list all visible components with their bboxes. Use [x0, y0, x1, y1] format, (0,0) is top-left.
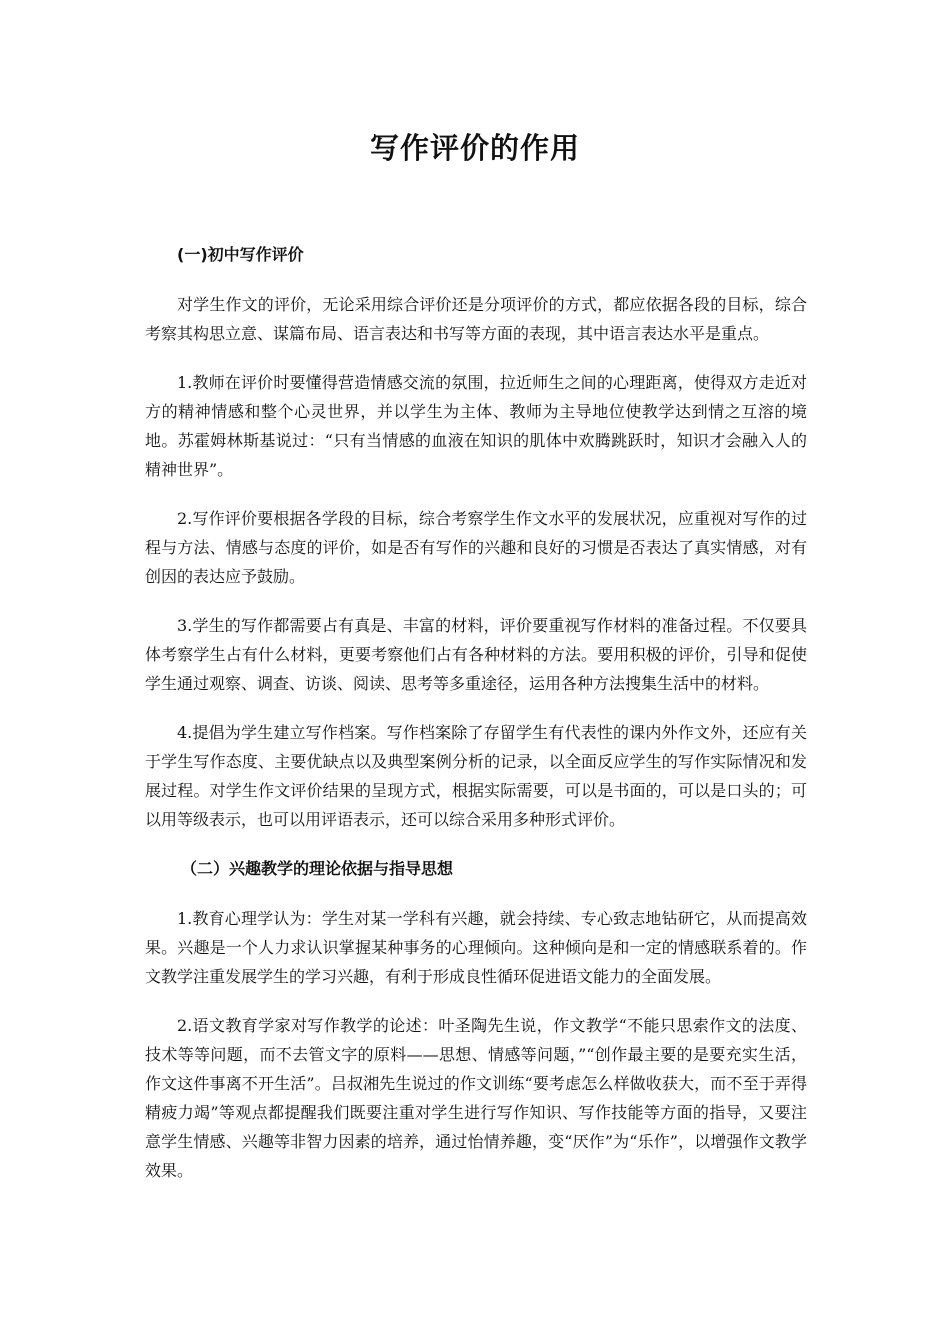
section-heading: （二）兴趣教学的理论依据与指导思想 — [181, 859, 454, 878]
paragraph: 2.语文教育学家对写作教学的论述：叶圣陶先生说，作文教学“不能只思索作文的法度、技术等等问题，而不去管文字的原料——思想、情感等问题，”“创作最主要的是要充实生活，作文这件事离不开生活”。吕叔湘先生说过的作文训练“要考虑怎么样做收获大，而不至于弄得精疲力竭”等观点都提醒我们既要注重对学生进行写作知识、写作技能等方面的指导，又要注意学生情感、兴趣等非智力因素的培养，通过怡情养趣，变“厌作”为“乐作”，以增强作文教学效果。 — [145, 1016, 807, 1180]
paragraph: 3.学生的写作都需要占有真是、丰富的材料，评价要重视写作材料的准备过程。不仅要具体考察学生占有什么材料，更要考察他们占有各种材料的方法。要用积极的评价，引导和促使学生通过观察、调查、访谈、阅读、思考等多重途径，运用各种方法搜集生活中的材料。 — [145, 616, 807, 693]
section-2 — [145, 854, 807, 1185]
document-title: 写作评价的作用 — [369, 131, 580, 165]
document-body — [145, 240, 807, 1205]
paragraph: 对学生作文的评价，无论采用综合评价还是分项评价的方式，都应依据各段的目标，综合考察其构思立意、谋篇布局、语言表达和书写等方面的表现，其中语言表达水平是重点。 — [145, 295, 807, 343]
paragraph: 4.提倡为学生建立写作档案。写作档案除了存留学生有代表性的课内外作文外，还应有关于学生写作态度、主要优缺点以及典型案例分析的记录，以全面反应学生的写作实际情况和发展过程。对学生作文评价结果的呈现方式，根据实际需要，可以是书面的，可以是口头的；可以用等级表示，也可以用评语表示，还可以综合采用多种形式评价。 — [145, 723, 807, 829]
paragraph: 1.教育心理学认为：学生对某一学科有兴趣，就会持续、专心致志地钻研它，从而提高效果。兴趣是一个人力求认识掌握某种事务的心理倾向。这种倾向是和一定的情感联系着的。作文教学注重发展学生的学习兴趣，有利于形成良性循环促进语文能力的全面发展。 — [145, 909, 807, 986]
paragraph: 1.教师在评价时要懂得营造情感交流的氛围，拉近师生之间的心理距离，使得双方走近对方的精神情感和整个心灵世界，并以学生为主体、教师为主导地位使教学达到情之互溶的境地。苏霍姆林斯基说过：“只有当情感的血液在知识的肌体中欢腾跳跃时，知识才会融入人的精神世界”。 — [145, 373, 807, 479]
paragraph: 2.写作评价要根据各学段的目标，综合考察学生作文水平的发展状况，应重视对写作的过程与方法、情感与态度的评价，如是否有写作的兴趣和良好的习惯是否表达了真实情感，对有创因的表达应予鼓励。 — [145, 509, 807, 586]
section-1 — [145, 240, 807, 834]
section-heading: (一)初中写作评价 — [177, 245, 304, 264]
